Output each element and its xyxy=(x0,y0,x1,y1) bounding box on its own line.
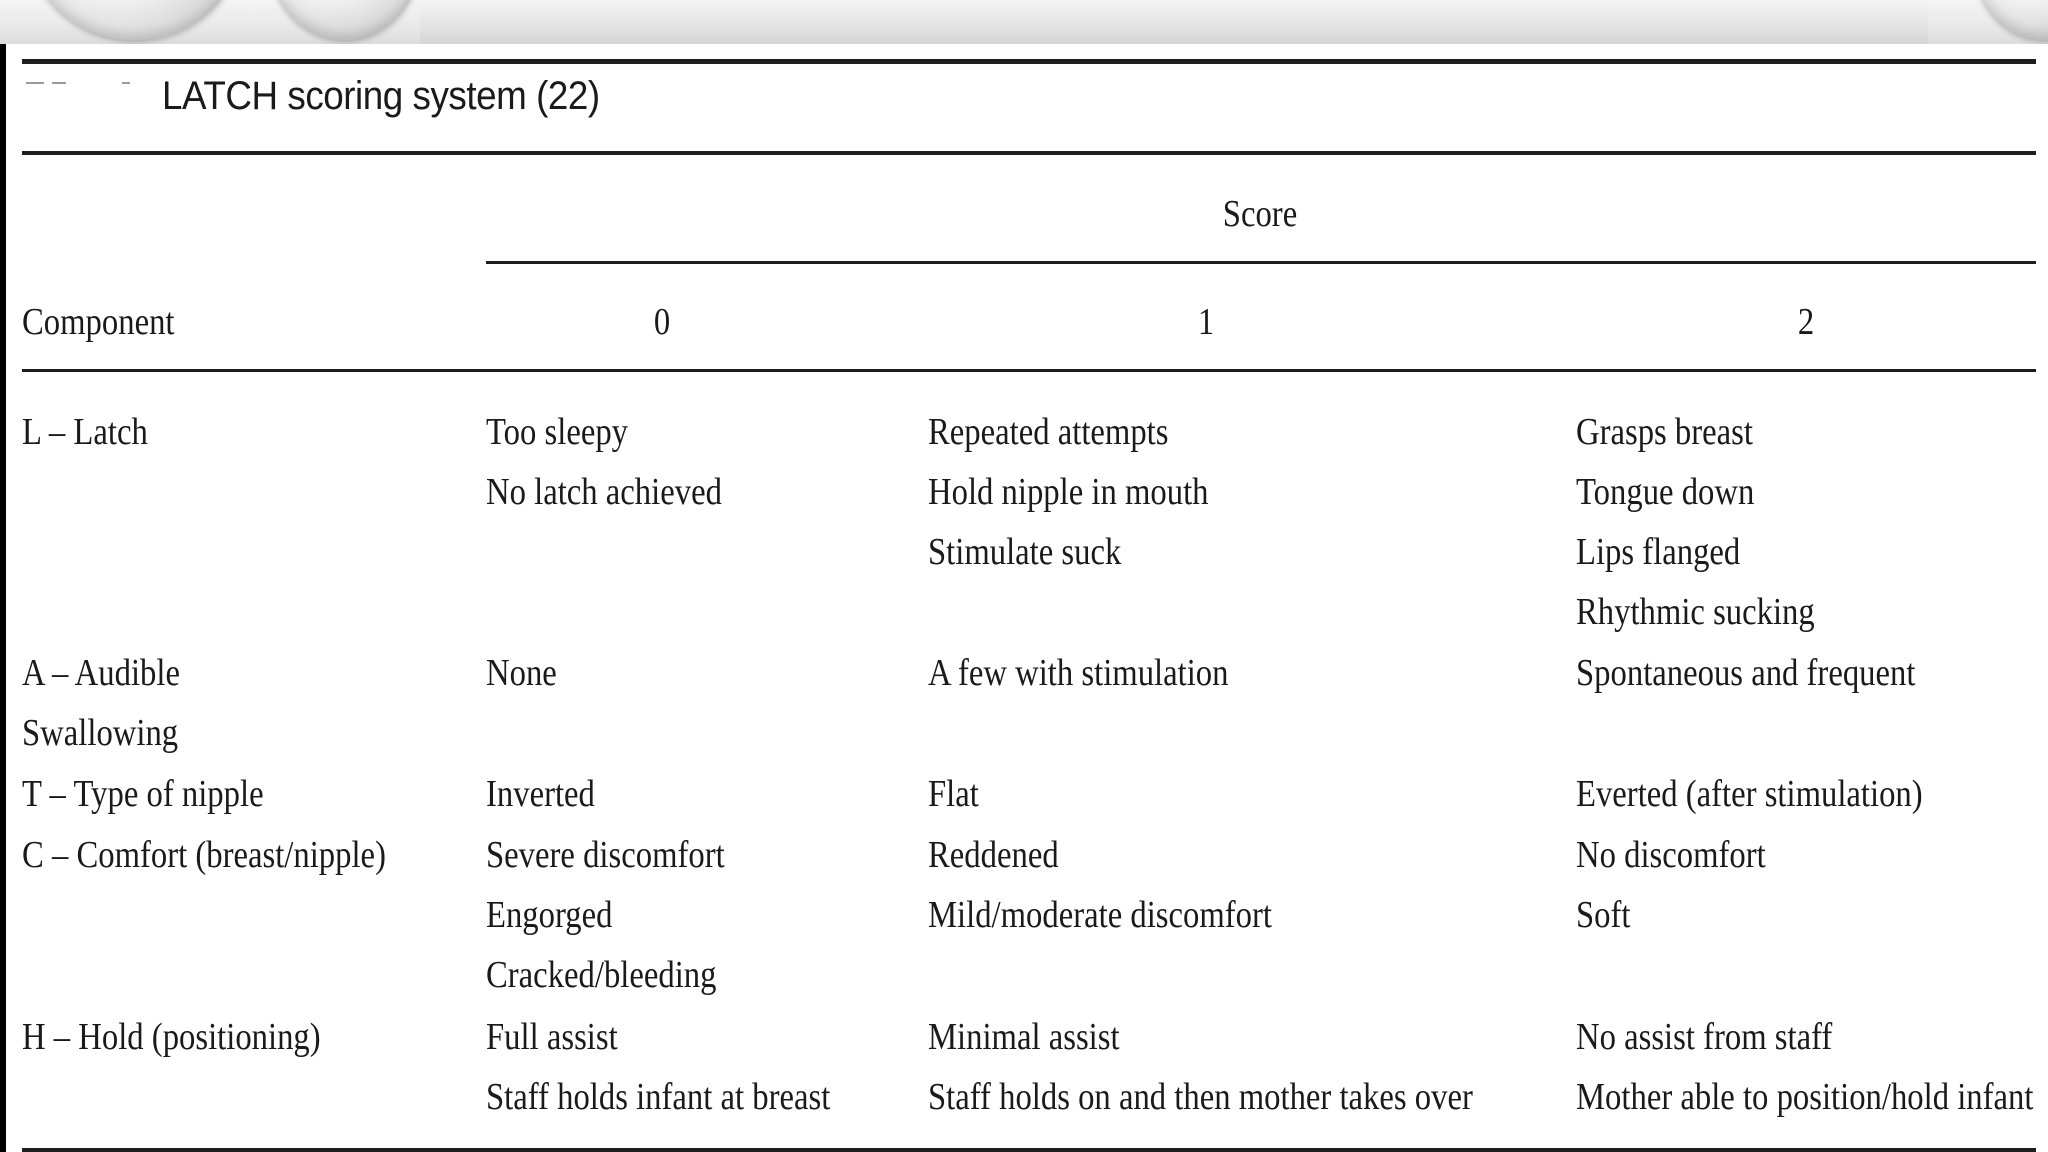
score-2-cell xyxy=(1576,1007,2048,1127)
component-label: H – Hold (positioning) xyxy=(22,1016,321,1058)
criterion-text: No assist from staff xyxy=(1576,1016,1833,1058)
criterion-text: Staff holds on and then mother takes over xyxy=(928,1076,1473,1118)
criterion-text: Severe discomfort xyxy=(486,834,725,876)
score-1-cell xyxy=(928,825,1328,945)
criterion-text: Too sleepy xyxy=(486,411,629,453)
score-1-cell xyxy=(928,764,987,824)
table-bottom-rule xyxy=(22,1148,2036,1152)
decorative-header-strip xyxy=(0,0,2048,44)
header-rule xyxy=(22,369,2036,372)
criterion-text: Mild/moderate discomfort xyxy=(928,894,1272,936)
table-top-rule xyxy=(22,59,2036,64)
criterion-text: Tongue down xyxy=(1576,471,1755,513)
criterion-text: Full assist xyxy=(486,1016,618,1058)
criterion-text: Lips flanged xyxy=(1576,531,1741,573)
left-border-rule xyxy=(0,44,6,1152)
criterion-text: Stimulate suck xyxy=(928,531,1122,573)
score-0-header: 0 xyxy=(653,301,671,343)
criterion-text: Repeated attempts xyxy=(928,411,1169,453)
criterion-text: Reddened xyxy=(928,834,1059,876)
criterion-text: None xyxy=(486,652,557,694)
score-1-cell xyxy=(928,402,1254,582)
component-cell xyxy=(22,764,303,824)
criterion-text: Hold nipple in mouth xyxy=(928,471,1209,513)
score-0-cell xyxy=(486,764,613,824)
title-rule xyxy=(22,151,2036,155)
decorative-band xyxy=(420,0,1928,44)
criterion-text: Flat xyxy=(928,773,979,815)
criterion-text: Everted (after stimulation) xyxy=(1576,773,1923,815)
criterion-text: Engorged xyxy=(486,894,613,936)
component-cell xyxy=(22,825,445,885)
criterion-text: Soft xyxy=(1576,894,1631,936)
score-1-header: 1 xyxy=(1197,301,1215,343)
score-0-cell xyxy=(486,643,568,703)
score-2-header: 2 xyxy=(1797,301,1815,343)
component-label: A – Audible xyxy=(22,652,180,694)
component-label: L – Latch xyxy=(22,411,148,453)
score-span-rule xyxy=(486,261,2036,264)
faint-marks xyxy=(26,82,130,92)
criterion-text: No discomfort xyxy=(1576,834,1766,876)
criterion-text: Minimal assist xyxy=(928,1016,1120,1058)
score-group-header: Score xyxy=(1222,193,1298,235)
criterion-text: Mother able to position/hold infant xyxy=(1576,1076,2034,1118)
criterion-text: Spontaneous and frequent xyxy=(1576,652,1916,694)
criterion-text: Rhythmic sucking xyxy=(1576,591,1815,633)
decorative-bubble xyxy=(1975,0,2048,40)
decorative-bubble xyxy=(270,0,420,40)
component-label: Swallowing xyxy=(22,712,179,754)
score-0-cell xyxy=(486,825,764,1005)
table-title: LATCH scoring system (22) xyxy=(162,74,600,118)
criterion-text: Staff holds infant at breast xyxy=(486,1076,831,1118)
component-cell xyxy=(22,402,168,462)
component-cell xyxy=(22,643,206,763)
criterion-text: No latch achieved xyxy=(486,471,722,513)
score-1-cell xyxy=(928,1007,1562,1127)
criterion-text: Grasps breast xyxy=(1576,411,1753,453)
score-2-cell xyxy=(1576,402,1854,642)
score-2-cell xyxy=(1576,643,1971,703)
criterion-text: A few with stimulation xyxy=(928,652,1229,694)
score-2-cell xyxy=(1576,825,1797,945)
score-1-cell xyxy=(928,643,1277,703)
component-label: C – Comfort (breast/nipple) xyxy=(22,834,386,876)
decorative-bubble xyxy=(30,0,240,40)
score-0-cell xyxy=(486,1007,886,1127)
score-0-cell xyxy=(486,402,760,522)
component-label: T – Type of nipple xyxy=(22,773,264,815)
component-column-header: Component xyxy=(22,301,175,343)
criterion-text: Cracked/bleeding xyxy=(486,954,717,996)
score-2-cell xyxy=(1576,764,1979,824)
component-cell xyxy=(22,1007,369,1067)
criterion-text: Inverted xyxy=(486,773,595,815)
